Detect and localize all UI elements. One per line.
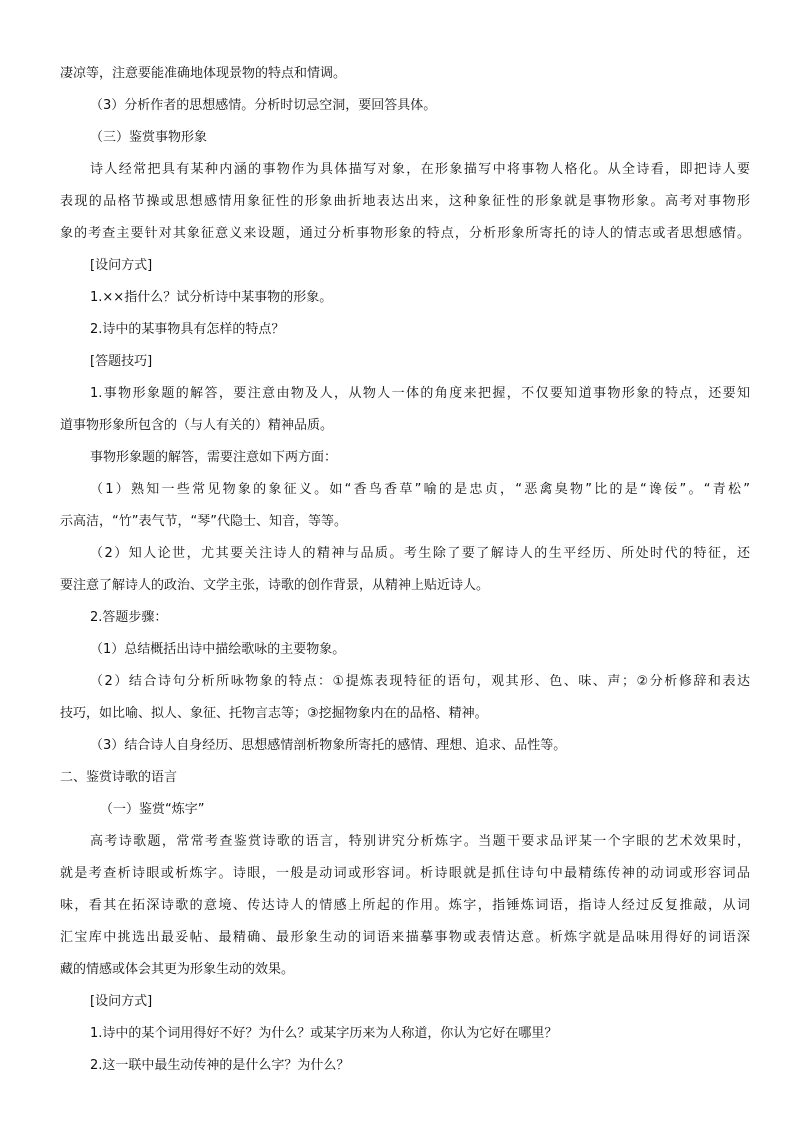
text-line: 道事物形象所包含的（与人有关的）精神品质。 xyxy=(60,418,334,433)
text-line: 表现的品格节操或思想感情用象征性的形象曲折地表达出来，这种象征性的形象就是事物形象。高考对事物形 xyxy=(60,194,750,209)
text-line: （2）知人论世，尤其要关注诗人的精神与品质。考生除了要了解诗人的生平经历、所处时代的特征，还 xyxy=(90,546,750,561)
text-line: 2.答题步骤： xyxy=(90,610,168,625)
text-line: 2.诗中的某事物具有怎样的特点？ xyxy=(90,322,285,337)
text-line: 象的考查主要针对其象征意义来设题，通过分析事物形象的特点，分析形象所寄托的诗人的情志或者思想感情。 xyxy=(60,226,750,241)
text-line: 1.事物形象题的解答，要注意由物及人，从物人一体的角度来把握，不仅要知道事物形象的特点，还要知 xyxy=(90,386,750,401)
subheading: [设问方式] xyxy=(90,258,153,273)
text-line: 示高洁，“竹”表气节，“琴”代隐士、知音，等等。 xyxy=(60,514,347,529)
text-line: （3）分析作者的思想感情。分析时切忌空洞，要回答具体。 xyxy=(90,98,437,113)
section-heading: （三）鉴赏事物形象 xyxy=(90,130,208,145)
subheading: [设问方式] xyxy=(90,994,153,1009)
text-line: 味，看其在拓深诗歌的意境、传达诗人的情感上所起的作用。炼字，指锤炼词语，指诗人经过反复推敲，从词 xyxy=(60,898,750,913)
text-line: 凄凉等，注意要能准确地体现景物的特点和情调。 xyxy=(60,66,347,81)
text-line: 1.××指什么？试分析诗中某事物的形象。 xyxy=(90,290,333,305)
section-heading: 二、鉴赏诗歌的语言 xyxy=(60,770,178,785)
text-line: 要注意了解诗人的政治、文学主张，诗歌的创作背景，从精神上贴近诗人。 xyxy=(60,578,490,593)
text-line: 技巧，如比喻、拟人、象征、托物言志等；③挖掘物象内在的品格、精神。 xyxy=(60,706,488,721)
text-line: （2）结合诗句分析所咏物象的特点：①提炼表现特征的语句，观其形、色、味、声；②分析修辞和表达 xyxy=(90,674,750,689)
text-line: 藏的情感或体会其更为形象生动的效果。 xyxy=(60,962,295,977)
text-line: （3）结合诗人自身经历、思想感情剖析物象所寄托的感情、理想、追求、品性等。 xyxy=(90,738,567,753)
text-line: 1.诗中的某个词用得好不好？为什么？或某字历来为人称道，你认为它好在哪里？ xyxy=(90,1026,558,1041)
text-line: （1）熟知一些常见物象的象征义。如“香鸟香草”喻的是忠贞，“恶禽臭物”比的是“谗佞”。“青松” xyxy=(90,482,750,497)
section-heading: （一）鉴赏“炼字” xyxy=(100,802,205,817)
text-line: 汇宝库中挑选出最妥帖、最精确、最形象生动的词语来描摹事物或表情达意。析炼字就是品味用得好的词语深 xyxy=(60,930,750,945)
text-line: 2.这一联中最生动传神的是什么字？为什么？ xyxy=(90,1058,350,1073)
text-line: 诗人经常把具有某种内涵的事物作为具体描写对象，在形象描写中将事物人格化。从全诗看，即把诗人要 xyxy=(90,162,750,177)
text-line: 事物形象题的解答，需要注意如下两方面： xyxy=(90,450,338,465)
text-line: 就是考查析诗眼或析炼字。诗眼，一般是动词或形容词。析诗眼就是抓住诗句中最精练传神的动词或形容词品 xyxy=(60,866,750,881)
text-line: 高考诗歌题，常常考查鉴赏诗歌的语言，特别讲究分析炼字。当题干要求品评某一个字眼的艺术效果时， xyxy=(90,834,750,849)
text-line: （1）总结概括出诗中描绘歌咏的主要物象。 xyxy=(90,642,346,657)
subheading: [答题技巧] xyxy=(90,354,153,369)
